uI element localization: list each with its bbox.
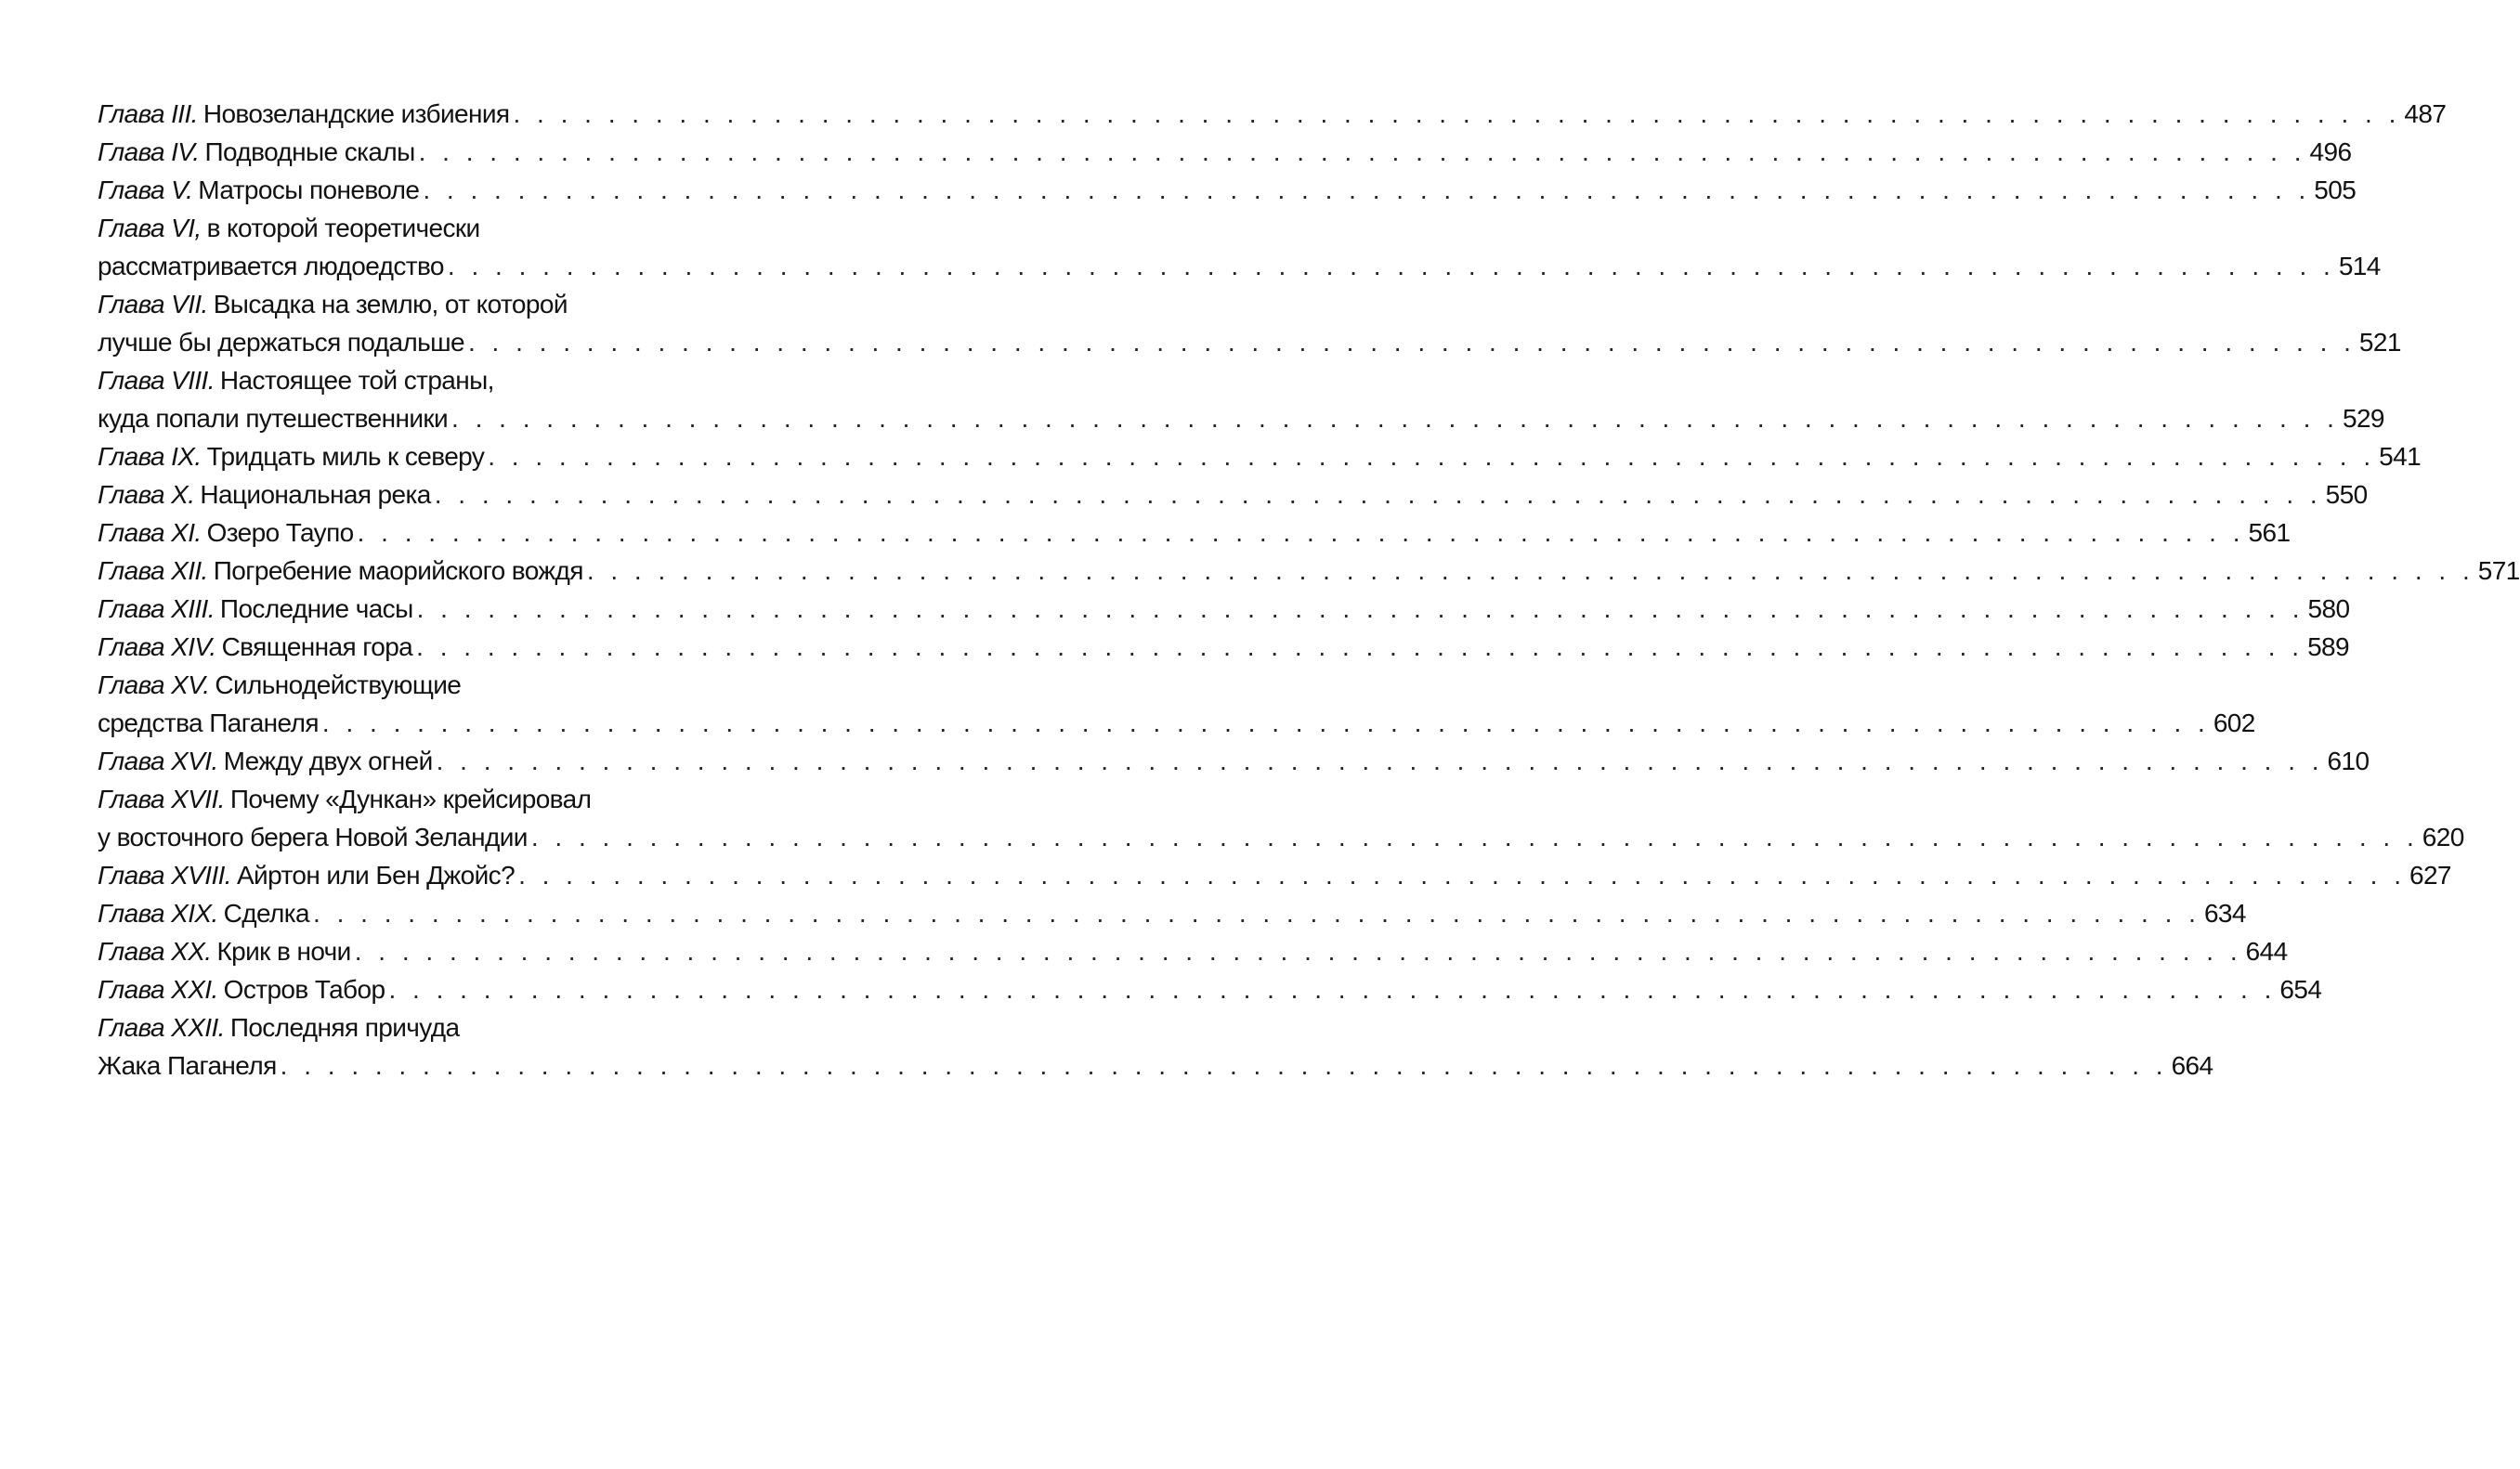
dot-leader: . . . . . . . . . . . . . . . . . . . . . . . . . . . . . . . . . . . . . . . . . . . . . . . . . . . . . . . . . . . . . . . . . . . . . . . . . . . . . . . . — [447, 252, 2335, 280]
toc-entry — [98, 285, 2401, 361]
dot-leader: . . . . . . . . . . . . . . . . . . . . . . . . . . . . . . . . . . . . . . . . . . . . . . . . . . . . . . . . . . . . . . . . . . . . . . . . . . . . . . . . — [354, 937, 2242, 966]
toc-line — [98, 514, 2291, 552]
chapter-title: Сильнодействующие — [215, 670, 462, 699]
chapter-title: Последняя причуда — [229, 1013, 460, 1042]
page-number: 514 — [2338, 252, 2381, 280]
page-number: 634 — [2203, 899, 2246, 928]
toc-line — [98, 361, 855, 399]
dot-leader: . . . . . . . . . . . . . . . . . . . . . . . . . . . . . . . . . . . . . . . . . . . . . . . . . . . . . . . . . . . . . . . . . . . . . . . . . . . . . . . . — [451, 404, 2339, 433]
dot-leader: . . . . . . . . . . . . . . . . . . . . . . . . . . . . . . . . . . . . . . . . . . . . . . . . . . . . . . . . . . . . . . . . . . . . . . . . . . . . . . . . — [416, 632, 2305, 661]
chapter-title: Матросы поневоле — [198, 176, 420, 204]
page-number: 620 — [2422, 823, 2464, 852]
toc-line — [98, 666, 855, 704]
chapter-title-continued: Жака Паганеля — [98, 1051, 277, 1080]
page-number: 505 — [2314, 176, 2357, 204]
page-number: 654 — [2279, 975, 2322, 1004]
toc-entry — [98, 742, 2370, 780]
toc-line — [98, 856, 2451, 894]
toc-line — [98, 590, 2350, 628]
chapter-title: Священная гора — [221, 632, 413, 661]
chapter-title: Крик в ночи — [216, 937, 351, 966]
chapter-label: Глава XV. — [98, 670, 210, 699]
chapter-label: Глава XXI. — [98, 975, 218, 1004]
toc-line — [98, 1008, 855, 1046]
page-number: 627 — [2409, 861, 2451, 890]
toc-line — [98, 399, 2384, 437]
chapter-title-continued: рассматривается людоедство — [98, 252, 444, 280]
chapter-label: Глава XVI. — [98, 747, 218, 775]
toc-entry — [98, 171, 2357, 209]
page-number: 529 — [2342, 404, 2384, 433]
chapter-title: Новозеландские избиения — [202, 99, 510, 128]
chapter-title: Высадка на землю, от которой — [213, 290, 568, 318]
toc-line — [98, 628, 2349, 666]
dot-leader: . . . . . . . . . . . . . . . . . . . . . . . . . . . . . . . . . . . . . . . . . . . . . . . . . . . . . . . . . . . . . . . . . . . . . . . . . . . . . . . . — [434, 480, 2322, 509]
toc-entry — [98, 95, 2447, 133]
toc-entry — [98, 970, 2322, 1008]
dot-leader: . . . . . . . . . . . . . . . . . . . . . . . . . . . . . . . . . . . . . . . . . . . . . . . . . . . . . . . . . . . . . . . . . . . . . . . . . . . . . . . . — [280, 1051, 2168, 1080]
chapter-label: Глава VIII. — [98, 366, 215, 395]
chapter-title: Тридцать миль к северу — [206, 442, 485, 471]
page-number: 571 — [2477, 556, 2520, 585]
chapter-title: Озеро Таупо — [206, 518, 354, 547]
chapter-label: Глава V. — [98, 176, 193, 204]
toc-entry — [98, 209, 2381, 285]
chapter-title: Погребение маорийского вождя — [213, 556, 583, 585]
chapter-label: Глава IX. — [98, 442, 202, 471]
toc-entry — [98, 514, 2291, 552]
dot-leader: . . . . . . . . . . . . . . . . . . . . . . . . . . . . . . . . . . . . . . . . . . . . . . . . . . . . . . . . . . . . . . . . . . . . . . . . . . . . . . . . — [518, 861, 2406, 890]
dot-leader: . . . . . . . . . . . . . . . . . . . . . . . . . . . . . . . . . . . . . . . . . . . . . . . . . . . . . . . . . . . . . . . . . . . . . . . . . . . . . . . . — [321, 708, 2210, 737]
page-number: 550 — [2325, 480, 2368, 509]
dot-leader: . . . . . . . . . . . . . . . . . . . . . . . . . . . . . . . . . . . . . . . . . . . . . . . . . . . . . . . . . . . . . . . . . . . . . . . . . . . . . . . . — [313, 899, 2200, 928]
toc-entry — [98, 361, 2384, 437]
chapter-label: Глава XII. — [98, 556, 208, 585]
chapter-label: Глава XIX. — [98, 899, 218, 928]
toc-line — [98, 932, 2288, 970]
chapter-label: Глава XVIII. — [98, 861, 231, 890]
table-of-contents — [98, 95, 2520, 1085]
chapter-label: Глава IV. — [98, 137, 200, 166]
toc-line — [98, 970, 2322, 1008]
toc-entry — [98, 475, 2368, 514]
chapter-title: Последние часы — [219, 594, 413, 623]
dot-leader: . . . . . . . . . . . . . . . . . . . . . . . . . . . . . . . . . . . . . . . . . . . . . . . . . . . . . . . . . . . . . . . . . . . . . . . . . . . . . . . . — [423, 176, 2311, 204]
chapter-title-continued: у восточного берега Новой Зеландии — [98, 823, 528, 852]
toc-entry — [98, 894, 2246, 932]
toc-line — [98, 780, 855, 818]
page-number: 487 — [2404, 99, 2447, 128]
page-number: 496 — [2309, 137, 2352, 166]
page-number: 580 — [2307, 594, 2350, 623]
dot-leader: . . . . . . . . . . . . . . . . . . . . . . . . . . . . . . . . . . . . . . . . . . . . . . . . . . . . . . . . . . . . . . . . . . . . . . . . . . . . . . . . — [530, 823, 2419, 852]
chapter-label: Глава XIV. — [98, 632, 216, 661]
toc-line — [98, 323, 2401, 361]
toc-line — [98, 742, 2370, 780]
chapter-label: Глава XVII. — [98, 785, 225, 813]
toc-line — [98, 247, 2381, 285]
chapter-title: Настоящее той страны, — [219, 366, 494, 395]
toc-line — [98, 437, 2422, 475]
page-number: 610 — [2327, 747, 2370, 775]
toc-line — [98, 704, 2255, 742]
chapter-label: Глава X. — [98, 480, 195, 509]
toc-entry — [98, 437, 2422, 475]
chapter-title: Между двух огней — [223, 747, 433, 775]
page-number: 589 — [2307, 632, 2349, 661]
chapter-title: Национальная река — [200, 480, 431, 509]
page-number: 664 — [2171, 1051, 2213, 1080]
chapter-title: Сделка — [223, 899, 310, 928]
chapter-title: Айртон или Бен Джойс? — [236, 861, 516, 890]
toc-entry — [98, 1008, 2213, 1085]
page-number: 521 — [2358, 328, 2401, 357]
toc-entry — [98, 932, 2288, 970]
chapter-title: в которой теоретически — [206, 214, 480, 242]
chapter-label: Глава III. — [98, 99, 198, 128]
chapter-label: Глава VII. — [98, 290, 208, 318]
dot-leader: . . . . . . . . . . . . . . . . . . . . . . . . . . . . . . . . . . . . . . . . . . . . . . . . . . . . . . . . . . . . . . . . . . . . . . . . . . . . . . . . — [586, 556, 2474, 585]
chapter-label: Глава XX. — [98, 937, 212, 966]
toc-line — [98, 1046, 2213, 1085]
dot-leader: . . . . . . . . . . . . . . . . . . . . . . . . . . . . . . . . . . . . . . . . . . . . . . . . . . . . . . . . . . . . . . . . . . . . . . . . . . . . . . . . — [388, 975, 2277, 1004]
toc-line — [98, 285, 855, 323]
toc-line — [98, 552, 2520, 590]
dot-leader: . . . . . . . . . . . . . . . . . . . . . . . . . . . . . . . . . . . . . . . . . . . . . . . . . . . . . . . . . . . . . . . . . . . . . . . . . . . . . . . . — [436, 747, 2324, 775]
dot-leader: . . . . . . . . . . . . . . . . . . . . . . . . . . . . . . . . . . . . . . . . . . . . . . . . . . . . . . . . . . . . . . . . . . . . . . . . . . . . . . . . — [416, 594, 2305, 623]
toc-entry — [98, 628, 2349, 666]
toc-line — [98, 475, 2368, 514]
toc-entry — [98, 590, 2350, 628]
toc-line — [98, 894, 2246, 932]
chapter-title-continued: куда попали путешественники — [98, 404, 449, 433]
toc-entry — [98, 856, 2451, 894]
dot-leader: . . . . . . . . . . . . . . . . . . . . . . . . . . . . . . . . . . . . . . . . . . . . . . . . . . . . . . . . . . . . . . . . . . . . . . . . . . . . . . . . — [468, 328, 2356, 357]
page-number: 541 — [2379, 442, 2422, 471]
chapter-title: Почему «Дункан» крейсировал — [229, 785, 592, 813]
toc-line — [98, 133, 2352, 171]
toc-line — [98, 171, 2357, 209]
dot-leader: . . . . . . . . . . . . . . . . . . . . . . . . . . . . . . . . . . . . . . . . . . . . . . . . . . . . . . . . . . . . . . . . . . . . . . . . . . . . . . . . — [488, 442, 2376, 471]
chapter-label: Глава XIII. — [98, 594, 215, 623]
toc-entry — [98, 133, 2352, 171]
chapter-label: Глава XI. — [98, 518, 202, 547]
toc-line — [98, 818, 2464, 856]
chapter-title-continued: средства Паганеля — [98, 708, 319, 737]
page-number: 602 — [2213, 708, 2255, 737]
page-number: 644 — [2245, 937, 2288, 966]
dot-leader: . . . . . . . . . . . . . . . . . . . . . . . . . . . . . . . . . . . . . . . . . . . . . . . . . . . . . . . . . . . . . . . . . . . . . . . . . . . . . . . . — [513, 99, 2401, 128]
chapter-label: Глава XXII. — [98, 1013, 225, 1042]
chapter-title: Подводные скалы — [204, 137, 415, 166]
dot-leader: . . . . . . . . . . . . . . . . . . . . . . . . . . . . . . . . . . . . . . . . . . . . . . . . . . . . . . . . . . . . . . . . . . . . . . . . . . . . . . . . — [418, 137, 2306, 166]
toc-entry — [98, 552, 2520, 590]
toc-entry — [98, 780, 2464, 856]
chapter-title: Остров Табор — [223, 975, 385, 1004]
page-number: 561 — [2248, 518, 2291, 547]
dot-leader: . . . . . . . . . . . . . . . . . . . . . . . . . . . . . . . . . . . . . . . . . . . . . . . . . . . . . . . . . . . . . . . . . . . . . . . . . . . . . . . . — [357, 518, 2245, 547]
chapter-label: Глава VI, — [98, 214, 202, 242]
toc-line — [98, 209, 855, 247]
chapter-title-continued: лучше бы держаться подальше — [98, 328, 464, 357]
toc-entry — [98, 666, 2255, 742]
toc-line — [98, 95, 2447, 133]
